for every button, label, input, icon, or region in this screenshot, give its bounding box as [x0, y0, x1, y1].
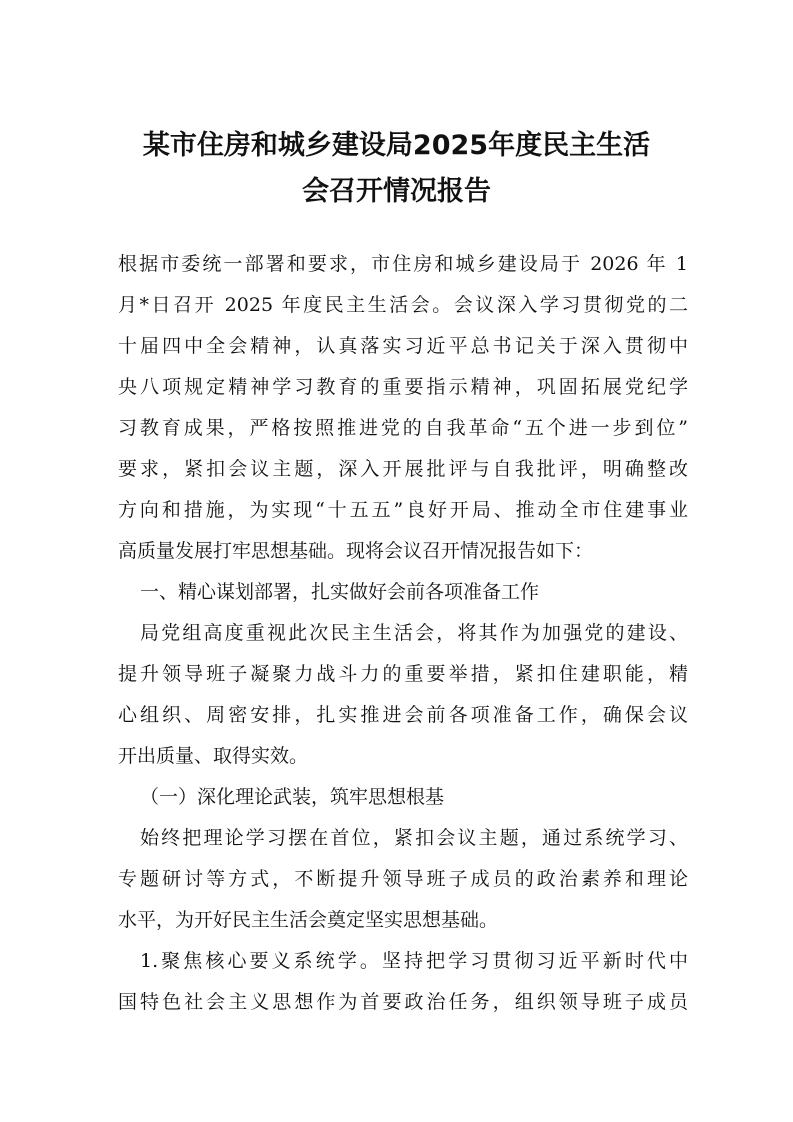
intro-line: 央八项规定精神学习教育的重要指示精神，巩固拓展党纪学: [118, 376, 688, 398]
intro-paragraph: [118, 244, 688, 572]
section2-line: 水平，为开好民主生活会奠定坚实思想基础。: [118, 909, 499, 931]
document-title-line-1: 某市住房和城乡建设局2025年度民主生活: [142, 130, 651, 161]
intro-line: 十届四中全会精神，认真落实习近平总书记关于深入贯彻中: [118, 335, 688, 357]
section-heading-2-text: （一）深化理论武装，筑牢思想根基: [140, 786, 445, 808]
intro-line: 根据市委统一部署和要求，市住房和城乡建设局于 2026 年 1: [118, 253, 688, 275]
section3-line: 1.聚焦核心要义系统学。坚持把学习贯彻习近平新时代中: [140, 950, 688, 972]
section2-paragraph: [118, 818, 688, 941]
section3-paragraph: [118, 941, 688, 1023]
section3-line: 国特色社会主义思想作为首要政治任务，组织领导班子成员: [118, 991, 688, 1013]
section-heading-1: [140, 572, 710, 613]
section1-line: 局党组高度重视此次民主生活会，将其作为加强党的建设、: [140, 622, 688, 644]
section-heading-2: [140, 777, 710, 818]
intro-line: 要求，紧扣会议主题，深入开展批评与自我批评，明确整改: [118, 458, 688, 480]
intro-line: 习教育成果，严格按照推进党的自我革命“五个进一步到位”: [118, 417, 688, 439]
section2-line: 专题研讨等方式，不断提升领导班子成员的政治素养和理论: [118, 868, 688, 890]
section-heading-1-text: 一、精心谋划部署，扎实做好会前各项准备工作: [140, 581, 540, 603]
section2-line: 始终把理论学习摆在首位，紧扣会议主题，通过系统学习、: [140, 827, 688, 849]
intro-line: 月*日召开 2025 年度民主生活会。会议深入学习贯彻党的二: [118, 294, 688, 316]
intro-line: 方向和措施，为实现“十五五”良好开局、推动全市住建事业: [118, 499, 688, 521]
section1-line: 开出质量、取得实效。: [118, 745, 309, 767]
section1-line: 心组织、周密安排，扎实推进会前各项准备工作，确保会议: [118, 704, 688, 726]
document-title-line-2: 会召开情况报告: [302, 176, 491, 207]
intro-line: 高质量发展打牢思想基础。现将会议召开情况报告如下：: [118, 540, 594, 562]
section1-line: 提升领导班子凝聚力战斗力的重要举措，紧扣住建职能，精: [118, 663, 688, 685]
section1-paragraph: [118, 613, 688, 777]
